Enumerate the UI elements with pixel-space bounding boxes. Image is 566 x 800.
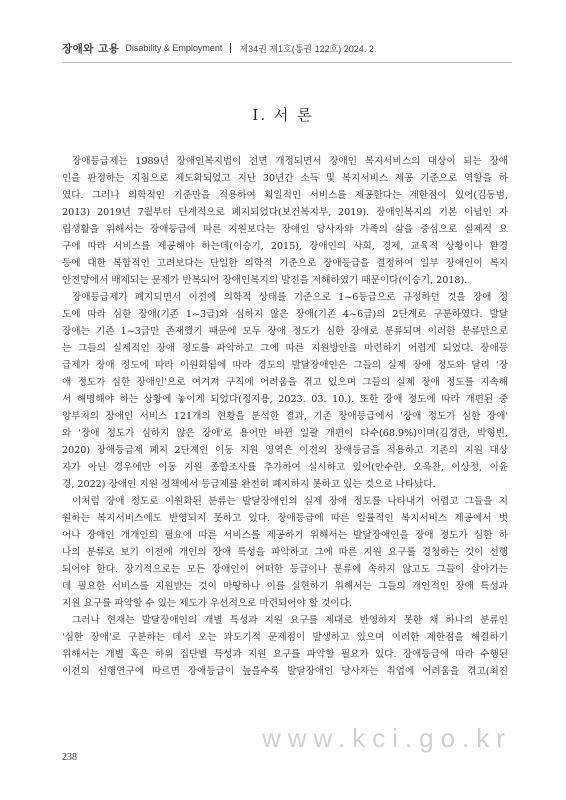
text-line: 구에 따라 서비스를 제공해야 하는데(이승기, 2015), 장애인의 사회, 경제, 교육적 상황이나 환경 [62,241,508,252]
text-line: 와 '장애 정도가 심하지 않은 장애'로 용어만 바뀐 일괄 개편이 다수(68.9%)이며(김경란, 박형빈, [62,428,508,439]
header-divider [230,43,231,53]
text-line: 어나 장애인 개개인의 필요에 따른 서비스를 제공하기 위해서는 발달장애인을 장애 정도가 심한 하 [62,530,508,541]
text-line: 경, 2022) 장애인 지원 정책에서 등급제를 완전히 폐지하지 못하고 있는 것으로 나타났다. [62,479,436,490]
text-line: 급제가 장애 정도에 따라 이원화됨에 따라 경도의 발달장애인은 그들의 실제 장애 정도와 달리 '장 [62,360,508,371]
text-line: 인을 판정하는 지침으로 제도화되었고 지난 30년간 소득 및 복지서비스 제공 기준으로 역할을 하 [62,173,509,184]
journal-english-title: Disability & Employment [125,43,223,53]
text-line: 는 그들의 실제적인 장애 정도를 파악하고 그에 따른 지원방안을 마련하기 어렵게 되었다. 장애등 [62,343,508,354]
running-header [62,40,512,56]
text-line: 지원 요구를 파악할 수 있는 제도가 우선적으로 마련되어야 할 것이다. [62,598,352,609]
text-line: 2013) 2019년 7월부터 단계적으로 폐지되었다(보건복지부, 2019). 장애인복지의 기본 이념인 자 [62,207,508,218]
text-line: 이전의 선행연구에 따르면 장애등급이 높을수록 발달장애인 당사자는 취업에 어려움을 겪고(최진 [62,666,508,677]
header-rule [62,62,512,63]
text-line: 안전망에서 배제되는 문제가 반복되어 장애인복지의 발전을 저해하였기 때문이다(이승기, 2018). [62,275,468,286]
text-line: 장애는 기존 1~3급만 존재했기 때문에 모두 장애 정도가 심한 장애로 분류되며 이러한 분류만으로 [62,326,508,337]
watermark: www.kci.go.kr [262,723,512,753]
section-title: I. 서 론 [252,106,314,124]
text-line: 장애등급제가 폐지되면서 이전에 의학적 상태를 기준으로 1~6등급으로 규정하던 것을 장애 정 [72,292,508,303]
paragraph [62,493,508,612]
text-line: 데 필요한 서비스를 지원받는 것이 마땅하나 이를 실현하기 위해서는 그들의 개인적인 장애 특성과 [62,581,508,592]
text-line: 도에 따라 심한 장애(기존 1~3급)와 심하지 않은 장애(기존 4~6급)의 2단계로 구분하였다. 발달 [62,309,508,320]
text-line: '심한 장애'로 구분하는 데서 오는 과도기적 문제점이 발생하고 있으며 이러한 제한점을 해결하기 [62,632,508,643]
text-line: 애 정도가 심한 장애인'으로 여겨져 구직에 어려움을 겪고 있으며 그들의 실제 장애 정도를 지속해 [62,377,508,388]
paragraph [62,153,508,289]
text-line: 립생활을 위해서는 장애등급에 따른 지원보다는 장애인 당사자와 가족의 삶을 중심으로 실제적 요 [62,224,508,235]
text-line: 앙부처의 장애인 서비스 121개의 현황을 분석한 결과, 기존 장애등급에서 '장애 정도가 심한 장애' [62,411,508,422]
body-text [62,153,508,680]
page-number: 238 [62,752,77,763]
text-line: 원하는 복지서비스에도 반영되지 못하고 있다. 장애등급에 따른 일률적인 복지서비스 제공에서 벗 [62,513,508,524]
text-line: 그러나 현재는 발달장애인의 개별 특성과 지원 요구를 제대로 반영하지 못한 채 하나의 분류인 [72,615,508,626]
text-line: 자가 아닌 경우에만 이동 지원 종합조사를 추가하여 실시하고 있어(안수란, 오욱찬, 이상정, 이윤 [62,462,508,473]
text-line: 나의 분류로 보기 이전에 개인의 장애 특성을 파악하고 그에 따른 지원 요구를 경청하는 것이 선행 [62,547,508,558]
text-line: 2020) 장애등급제 폐지 2단계인 이동 지원 영역은 이전의 장애등급을 적용하고 기존의 지원 대상 [62,445,508,456]
journal-logo: 장애와 고용 [62,42,120,55]
text-line: 되어야 한다. 장기적으로는 모든 장애인이 어떠한 등급이나 분류에 속하지 않고도 그들이 살아가는 [62,564,508,575]
paragraph [62,289,508,493]
text-line: 이처럼 장애 정도로 이원화된 분류는 발달장애인의 실제 장애 정도를 나타내기 어렵고 그들을 지 [72,496,508,507]
text-line: 장애등급제는 1989년 장애인복지법이 전면 개정되면서 장애인 복지서비스의 대상이 되는 장애 [72,156,508,167]
text-line: 였다. 그러나 의학적인 기준만을 적용하여 획일적인 서비스를 제공한다는 제한점이 있어(김동범, [62,190,508,201]
text-line: 서 해명해야 하는 상황에 놓이게 되었다(정지용, 2023. 03. 10.). 또한 장애 정도에 따라 개편된 중 [62,394,508,405]
text-line: 등에 대한 복합적인 고려보다는 단일한 의학적 기준으로 장애등급을 결정하여 일부 장애인이 복지 [62,258,508,269]
issue-info: 제34권 제1호(통권 122호) 2024. 2. [239,43,377,54]
text-line: 위해서는 개별 혹은 하위 집단별 특성과 지원 요구를 파악할 필요가 있다. 장애등급에 따라 수행된 [62,649,508,660]
paragraph [62,612,508,680]
